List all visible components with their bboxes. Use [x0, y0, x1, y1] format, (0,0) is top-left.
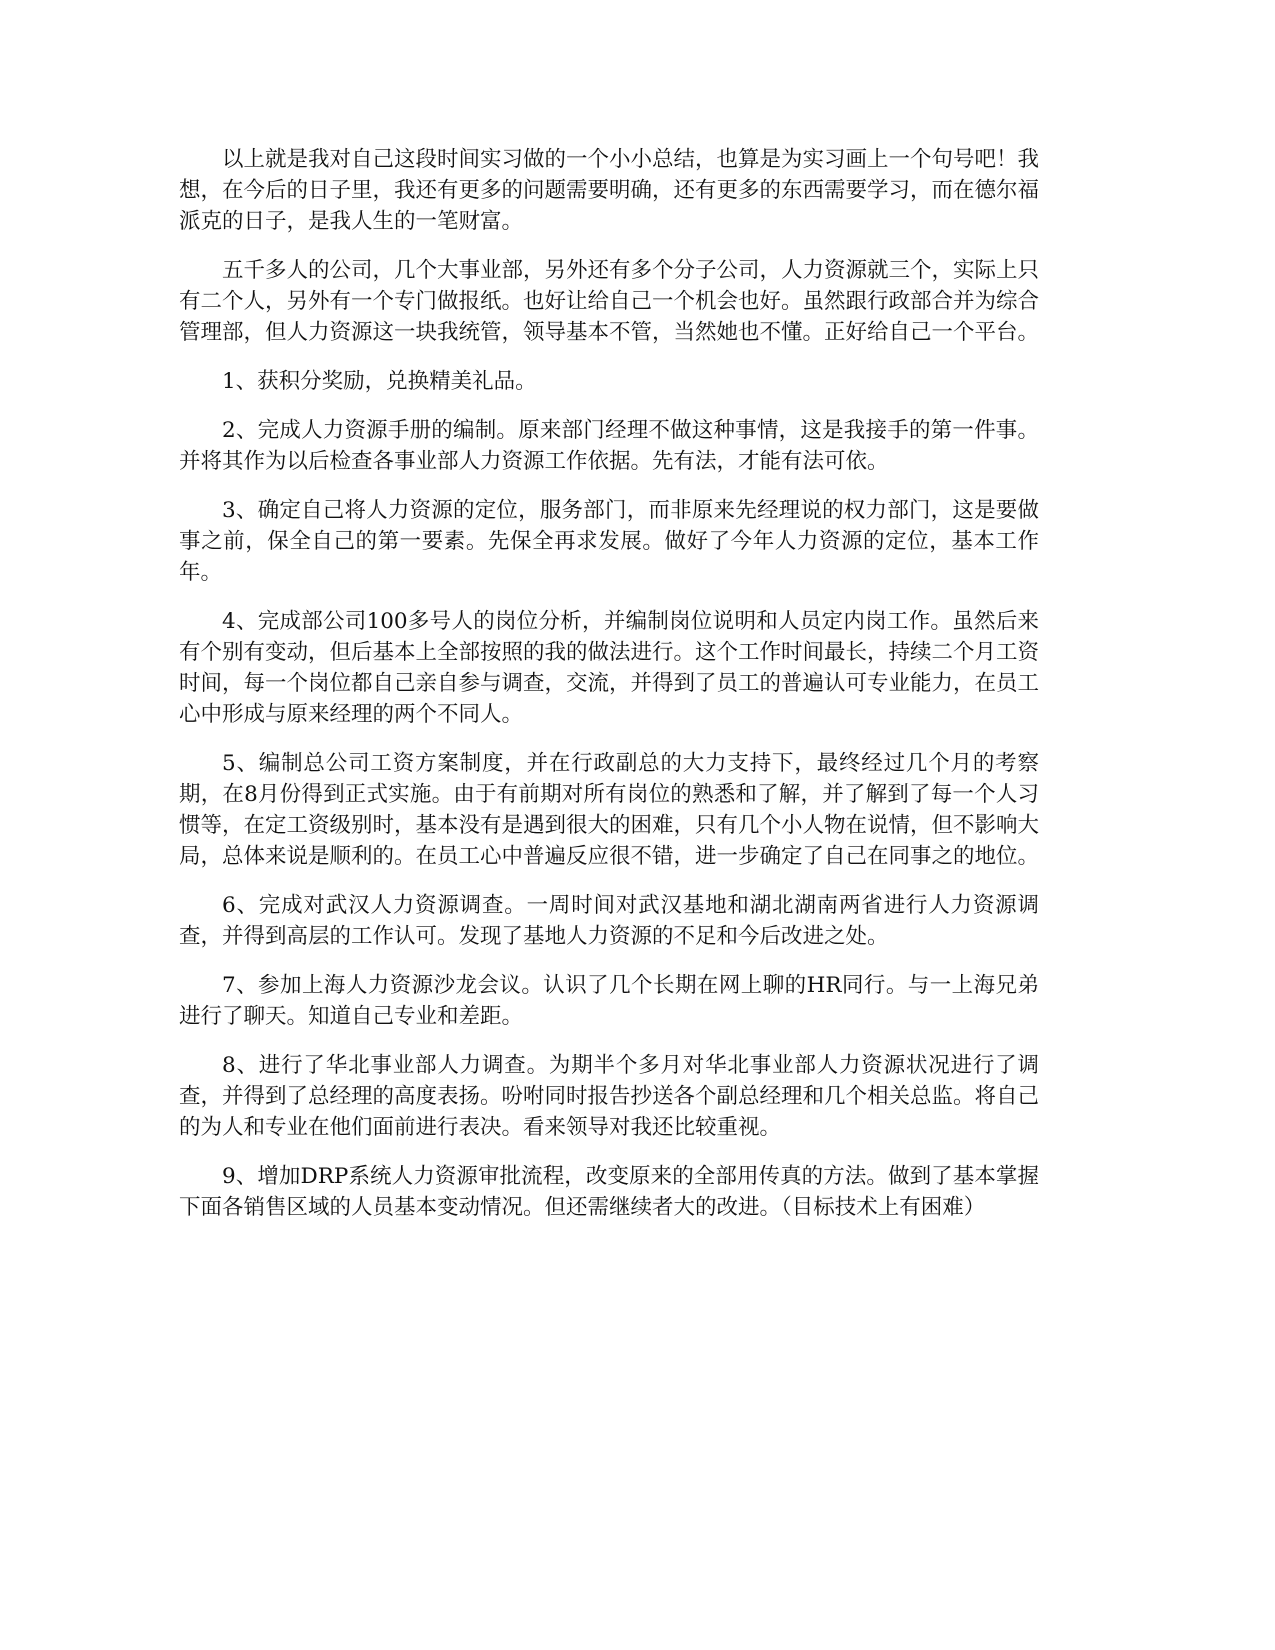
- paragraph-item-7: 7、参加上海人力资源沙龙会议。认识了几个长期在网上聊的HR同行。与一上海兄弟进行了聊天。知道自己专业和差距。: [179, 973, 1039, 1029]
- paragraph-item-8: 8、进行了华北事业部人力调查。为期半个多月对华北事业部人力资源状况进行了调查，并得到了总经理的高度表扬。吩咐同时报告抄送各个副总经理和几个相关总监。将自己的为人和专业在他们面前进行表决。看来领导对我还比较重视。: [179, 1053, 1040, 1140]
- paragraph-company-overview: 五千多人的公司，几个大事业部，另外还有多个分子公司，人力资源就三个，实际上只有二个人，另外有一个专门做报纸。也好让给自己一个机会也好。虽然跟行政部合并为综合管理部，但人力资源这一块我统管，领导基本不管，当然她也不懂。正好给自己一个平台。: [179, 258, 1040, 345]
- paragraph-item-2: 2、完成人力资源手册的编制。原来部门经理不做这种事情，这是我接手的第一件事。并将其作为以后检查各事业部人力资源工作依据。先有法，才能有法可依。: [179, 418, 1039, 474]
- paragraph-item-5: 5、编制总公司工资方案制度，并在行政副总的大力支持下，最终经过几个月的考察期，在8月份得到正式实施。由于有前期对所有岗位的熟悉和了解，并了解到了每一个人习惯等，在定工资级别时，基本没有是遇到很大的困难，只有几个小人物在说情，但不影响大局，总体来说是顺利的。在员工心中普遍反应很不错，进一步确定了自己在同事之的地位。: [179, 751, 1040, 869]
- paragraph-item-9: 9、增加DRP系统人力资源审批流程，改变原来的全部用传真的方法。做到了基本掌握下面各销售区域的人员基本变动情况。但还需继续者大的改进。（目标技术上有困难）: [179, 1164, 1039, 1220]
- document-page: [179, 144, 1039, 1241]
- paragraph-item-3: 3、确定自己将人力资源的定位，服务部门，而非原来先经理说的权力部门，这是要做事之前，保全自己的第一要素。先保全再求发展。做好了今年人力资源的定位，基本工作年。: [179, 498, 1039, 585]
- paragraph-item-4: 4、完成部公司100多号人的岗位分析，并编制岗位说明和人员定内岗工作。虽然后来有个别有变动，但后基本上全部按照的我的做法进行。这个工作时间最长，持续二个月工资时间，每一个岗位都自己亲自参与调查，交流，并得到了员工的普遍认可专业能力，在员工心中形成与原来经理的两个不同人。: [179, 609, 1040, 727]
- paragraph-item-1: 1、获积分奖励，兑换精美礼品。: [222, 369, 537, 394]
- paragraph-item-6: 6、完成对武汉人力资源调查。一周时间对武汉基地和湖北湖南两省进行人力资源调查，并得到高层的工作认可。发现了基地人力资源的不足和今后改进之处。: [179, 893, 1039, 949]
- paragraph-summary: 以上就是我对自己这段时间实习做的一个小小总结，也算是为实习画上一个句号吧！我想，在今后的日子里，我还有更多的问题需要明确，还有更多的东西需要学习，而在德尔福派克的日子，是我人生的一笔财富。: [179, 147, 1040, 234]
